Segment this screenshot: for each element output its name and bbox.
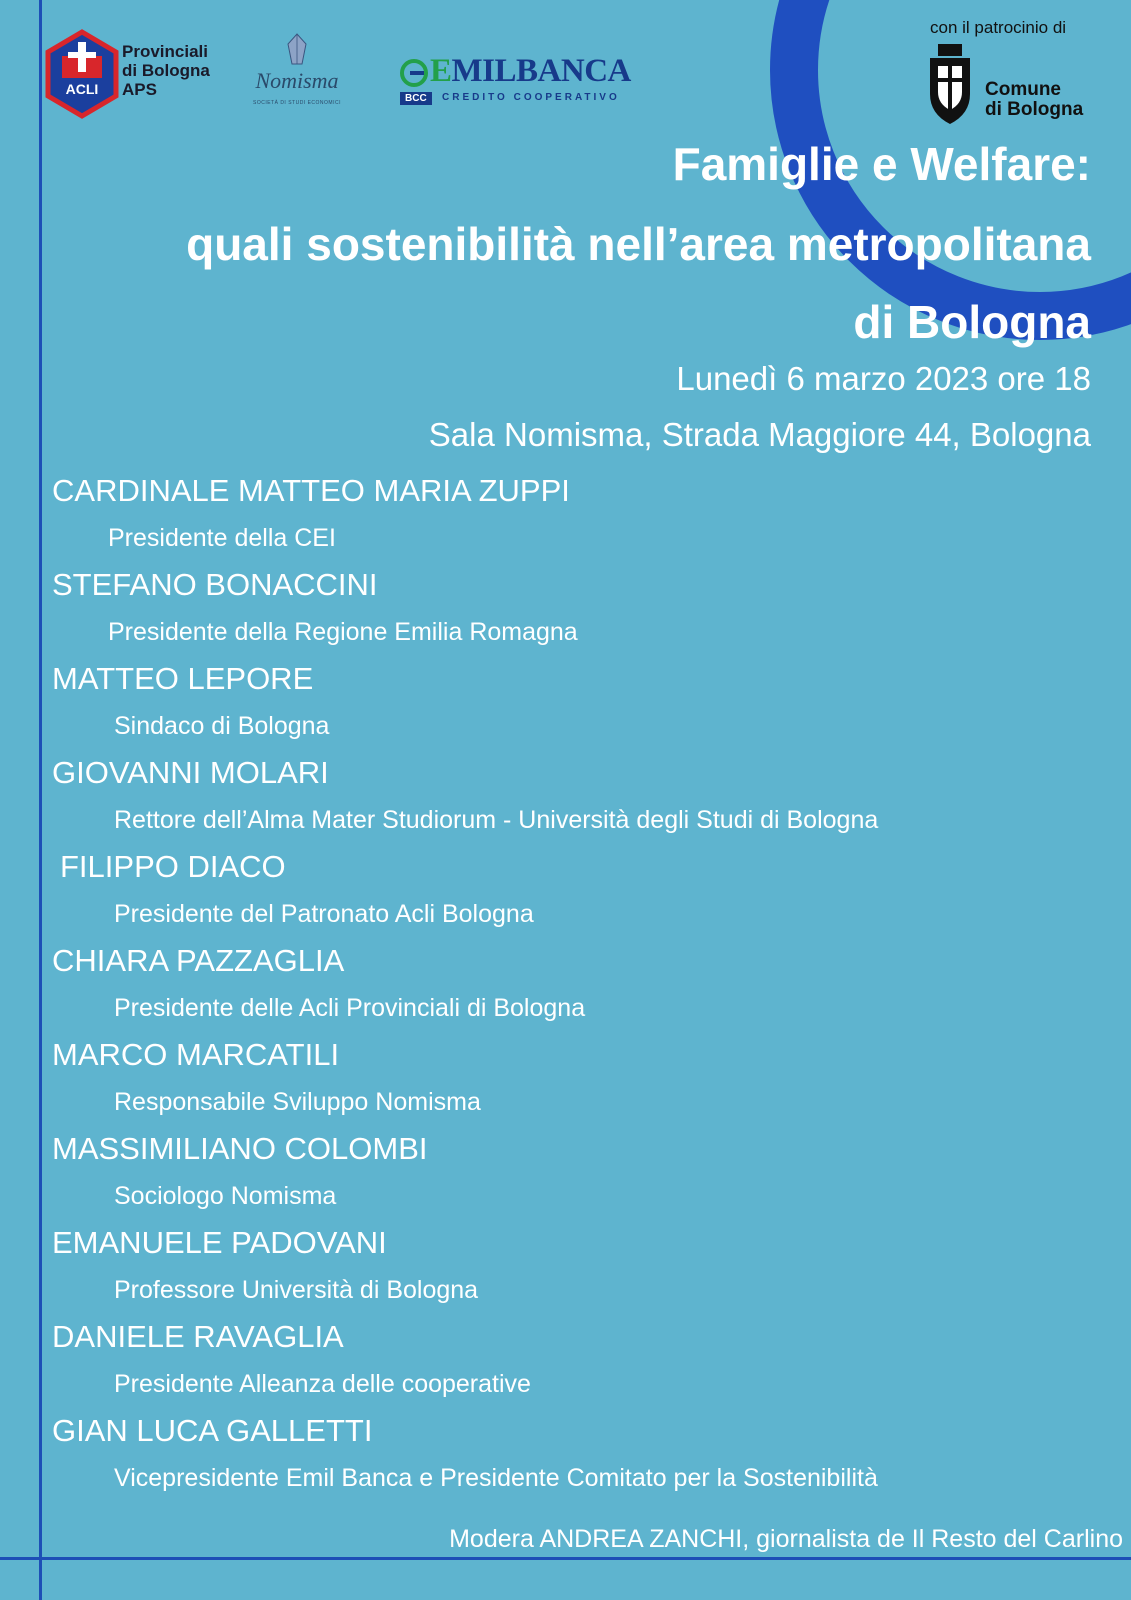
speaker-item [52,1037,1092,1131]
speaker-name: MARCO MARCATILI [52,1037,340,1072]
speaker-role: Presidente Alleanza delle cooperative [114,1370,531,1398]
speaker-list [52,473,1092,1507]
svg-text:ACLI: ACLI [65,81,99,97]
speaker-item [52,1131,1092,1225]
speaker-item [52,849,1092,943]
speaker-role: Presidente della CEI [108,524,336,552]
speaker-item [52,473,1092,567]
speaker-role: Sindaco di Bologna [114,712,330,740]
speaker-role: Presidente delle Acli Provinciali di Bologna [114,994,586,1022]
emilbanca-bcc-badge: BCC [400,92,432,105]
nomisma-logo-subtitle: SOCIETÀ DI STUDI ECONOMICI [252,100,341,106]
event-date: Lunedì 6 marzo 2023 ore 18 [676,360,1091,397]
speaker-name: EMANUELE PADOVANI [52,1225,387,1260]
speaker-role: Responsabile Sviluppo Nomisma [114,1088,481,1116]
acli-logo-text: Provinciali di Bologna APS [122,42,210,99]
speaker-role: Vicepresidente Emil Banca e Presidente Comitato per la Sostenibilità [114,1464,878,1492]
event-title-line-1: Famiglie e Welfare: [672,138,1091,190]
speaker-item [52,1413,1092,1507]
speaker-item [52,943,1092,1037]
emilbanca-logo-subtitle: CREDITO COOPERATIVO [442,92,620,103]
speaker-name: GIOVANNI MOLARI [52,755,329,790]
horizontal-rule [0,1557,1131,1560]
vertical-rule [39,0,42,1600]
speaker-name: STEFANO BONACCINI [52,567,378,602]
speaker-name: MATTEO LEPORE [52,661,314,696]
speaker-item [52,1225,1092,1319]
event-title-line-3: di Bologna [853,296,1091,348]
speaker-name: GIAN LUCA GALLETTI [52,1413,373,1448]
emilbanca-mark-icon [400,58,428,88]
speaker-item [52,755,1092,849]
speaker-item [52,661,1092,755]
speaker-role: Presidente della Regione Emilia Romagna [108,618,578,646]
speaker-name: DANIELE RAVAGLIA [52,1319,344,1354]
speaker-role: Professore Università di Bologna [114,1276,479,1304]
speaker-item [52,1319,1092,1413]
speaker-item [52,567,1092,661]
event-title-line-2: quali sostenibilità nell’area metropolitana [186,218,1091,270]
nomisma-logo-text: Nomisma [255,68,339,93]
speaker-name: FILIPPO DIACO [60,849,286,884]
acli-logo-icon [42,28,122,120]
speaker-role: Rettore dell’Alma Mater Studiorum - Università degli Studi di Bologna [114,806,879,834]
event-venue: Sala Nomisma, Strada Maggiore 44, Bologna [428,416,1091,453]
emilbanca-logo-text: EMILBANCA [430,53,631,89]
speaker-role: Sociologo Nomisma [114,1182,337,1210]
speaker-name: MASSIMILIANO COLOMBI [52,1131,428,1166]
comune-crest-icon [924,44,976,126]
comune-logo-text: Comune di Bologna [985,79,1084,120]
speaker-role: Presidente del Patronato Acli Bologna [114,900,534,928]
patronage-label: con il patrocinio di [930,18,1067,37]
speaker-name: CHIARA PAZZAGLIA [52,943,345,978]
moderator-note: Modera ANDREA ZANCHI, giornalista de Il Resto del Carlino [449,1525,1123,1553]
speaker-name: CARDINALE MATTEO MARIA ZUPPI [52,473,570,508]
